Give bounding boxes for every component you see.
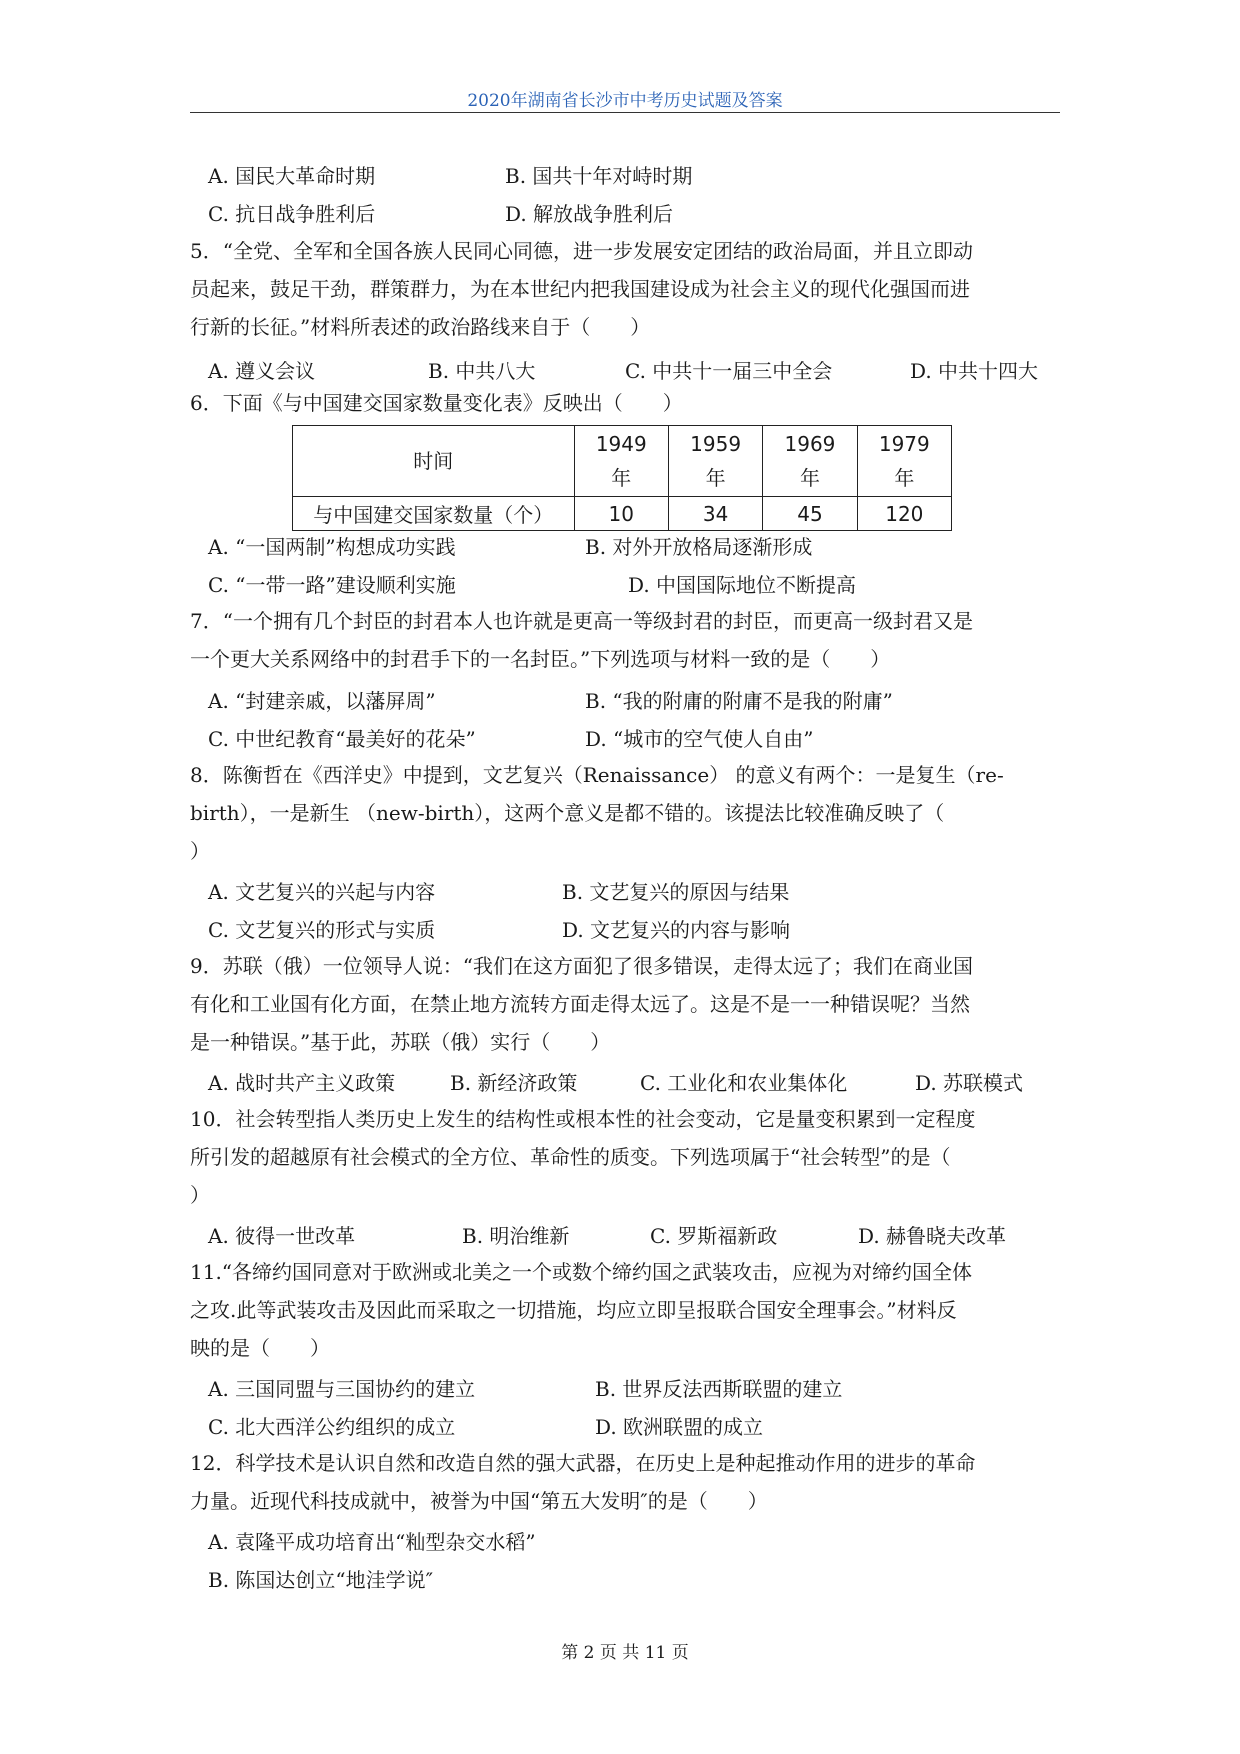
q7-option-b: B. “我的附庸的附庸不是我的附庸”	[585, 689, 893, 713]
q7-option-c: C. 中世纪教育“最美好的花朵”	[208, 727, 476, 751]
table-cell-count: 10	[574, 497, 668, 531]
q4-option-a: A. 国民大革命时期	[208, 164, 376, 188]
q12-stem-line-1: 12．科学技术是认识自然和改造自然的强大武器，在历史上是种起推动作用的进步的革命	[190, 1451, 976, 1475]
q8-option-d: D. 文艺复兴的内容与影响	[562, 918, 791, 942]
page-header-title: 2020年湖南省长沙市中考历史试题及答案	[467, 91, 783, 111]
q10-stem-line-2: 所引发的超越原有社会模式的全方位、革命性的质变。下列选项属于“社会转型”的是（	[190, 1145, 951, 1169]
q8-option-b: B. 文艺复兴的原因与结果	[562, 880, 790, 904]
table-cell-count: 45	[763, 497, 857, 531]
q8-option-c: C. 文艺复兴的形式与实质	[208, 918, 436, 942]
diplomatic-relations-table	[292, 425, 952, 531]
q10-option-d: D. 赫鲁晓夫改革	[858, 1224, 1007, 1248]
q11-option-a: A. 三国同盟与三国协约的建立	[208, 1377, 476, 1401]
q9-stem-line-1: 9．苏联（俄）一位领导人说：“我们在这方面犯了很多错误，走得太远了；我们在商业国	[190, 954, 973, 978]
q11-option-c: C. 北大西洋公约组织的成立	[208, 1415, 456, 1439]
table-cell-count: 120	[857, 497, 951, 531]
q6-option-b: B. 对外开放格局逐渐形成	[585, 535, 813, 559]
table-cell-count: 34	[668, 497, 762, 531]
q11-stem-line-2: 之攻.此等武装攻击及因此而采取之一切措施，均应立即呈报联合国安全理事会。”材料反	[190, 1298, 957, 1322]
q10-stem-line-3: ）	[190, 1183, 210, 1207]
q12-option-a: A. 袁隆平成功培育出“籼型杂交水稻”	[208, 1530, 536, 1554]
q11-option-d: D. 欧洲联盟的成立	[595, 1415, 764, 1439]
q7-option-a: A. “封建亲戚，以藩屏周”	[208, 689, 436, 713]
q5-option-b: B. 中共八大	[428, 359, 536, 383]
table-cell-year-1979: 1979 年	[857, 426, 951, 497]
q9-stem-line-2: 有化和工业国有化方面，在禁止地方流转方面走得太远了。这是不是一一种错误呢？当然	[190, 992, 970, 1016]
q6-option-a: A. “一国两制”构想成功实践	[208, 535, 456, 559]
q9-option-b: B. 新经济政策	[450, 1071, 578, 1095]
table-row-years	[293, 426, 952, 497]
q6-option-d: D. 中国国际地位不断提高	[628, 573, 857, 597]
q5-option-c: C. 中共十一届三中全会	[625, 359, 833, 383]
q7-stem-line-2: 一个更大关系网络中的封君手下的一名封臣。”下列选项与材料一致的是（ ）	[190, 647, 891, 671]
q6-stem-line-1: 6．下面《与中国建交国家数量变化表》反映出（ ）	[190, 391, 683, 415]
q11-stem-line-3: 映的是（ ）	[190, 1336, 330, 1360]
q5-option-d: D. 中共十四大	[910, 359, 1039, 383]
q10-option-a: A. 彼得一世改革	[208, 1224, 356, 1248]
q8-option-a: A. 文艺复兴的兴起与内容	[208, 880, 436, 904]
q12-option-b: B. 陈国达创立“地洼学说″	[208, 1568, 434, 1592]
table-header-time: 时间	[293, 426, 575, 497]
q7-stem-line-1: 7．“一个拥有几个封臣的封君本人也许就是更高一等级封君的封臣，而更高一级封君又是	[190, 609, 973, 633]
q7-option-d: D. “城市的空气使人自由”	[585, 727, 814, 751]
q5-stem-line-2: 员起来，鼓足干劲，群策群力，为在本世纪内把我国建设成为社会主义的现代化强国而进	[190, 277, 970, 301]
page-footer-number: 第 2 页 共 11 页	[561, 1643, 689, 1663]
q4-option-b: B. 国共十年对峙时期	[505, 164, 693, 188]
q10-option-b: B. 明治维新	[462, 1224, 570, 1248]
q4-option-d: D. 解放战争胜利后	[505, 202, 674, 226]
q12-stem-line-2: 力量。近现代科技成就中，被誉为中国“第五大发明″的是（ ）	[190, 1489, 768, 1513]
q5-stem-line-1: 5．“全党、全军和全国各族人民同心同德，进一步发展安定团结的政治局面，并且立即动	[190, 239, 973, 263]
table-header-count: 与中国建交国家数量（个）	[293, 497, 575, 531]
q8-stem-line-2: birth），一是新生 （new-birth），这两个意义是都不错的。该提法比较准确反映了（	[190, 801, 945, 825]
q5-option-a: A. 遵义会议	[208, 359, 316, 383]
q8-stem-line-1: 8．陈衡哲在《西洋史》中提到，文艺复兴（Renaissance） 的意义有两个：一是复生（re-	[190, 763, 1004, 787]
q8-stem-line-3: ）	[190, 839, 210, 863]
q10-option-c: C. 罗斯福新政	[650, 1224, 778, 1248]
q6-option-c: C. “一带一路”建设顺利实施	[208, 573, 456, 597]
q11-stem-line-1: 11.“各缔约国同意对于欧洲或北美之一个或数个缔约国之武装攻击，应视为对缔约国全体	[190, 1260, 973, 1284]
q9-option-c: C. 工业化和农业集体化	[640, 1071, 848, 1095]
table-cell-year-1969: 1969 年	[763, 426, 857, 497]
table-cell-year-1949: 1949 年	[574, 426, 668, 497]
header-divider	[190, 112, 1060, 113]
q10-stem-line-1: 10．社会转型指人类历史上发生的结构性或根本性的社会变动，它是量变积累到一定程度	[190, 1107, 976, 1131]
q9-stem-line-3: 是一种错误。”基于此，苏联（俄）实行（ ）	[190, 1030, 611, 1054]
q5-stem-line-3: 行新的长征。”材料所表述的政治路线来自于（ ）	[190, 315, 651, 339]
q9-option-a: A. 战时共产主义政策	[208, 1071, 396, 1095]
q9-option-d: D. 苏联模式	[915, 1071, 1024, 1095]
q4-option-c: C. 抗日战争胜利后	[208, 202, 376, 226]
table-cell-year-1959: 1959 年	[668, 426, 762, 497]
table-row-counts	[293, 497, 952, 531]
q11-option-b: B. 世界反法西斯联盟的建立	[595, 1377, 843, 1401]
